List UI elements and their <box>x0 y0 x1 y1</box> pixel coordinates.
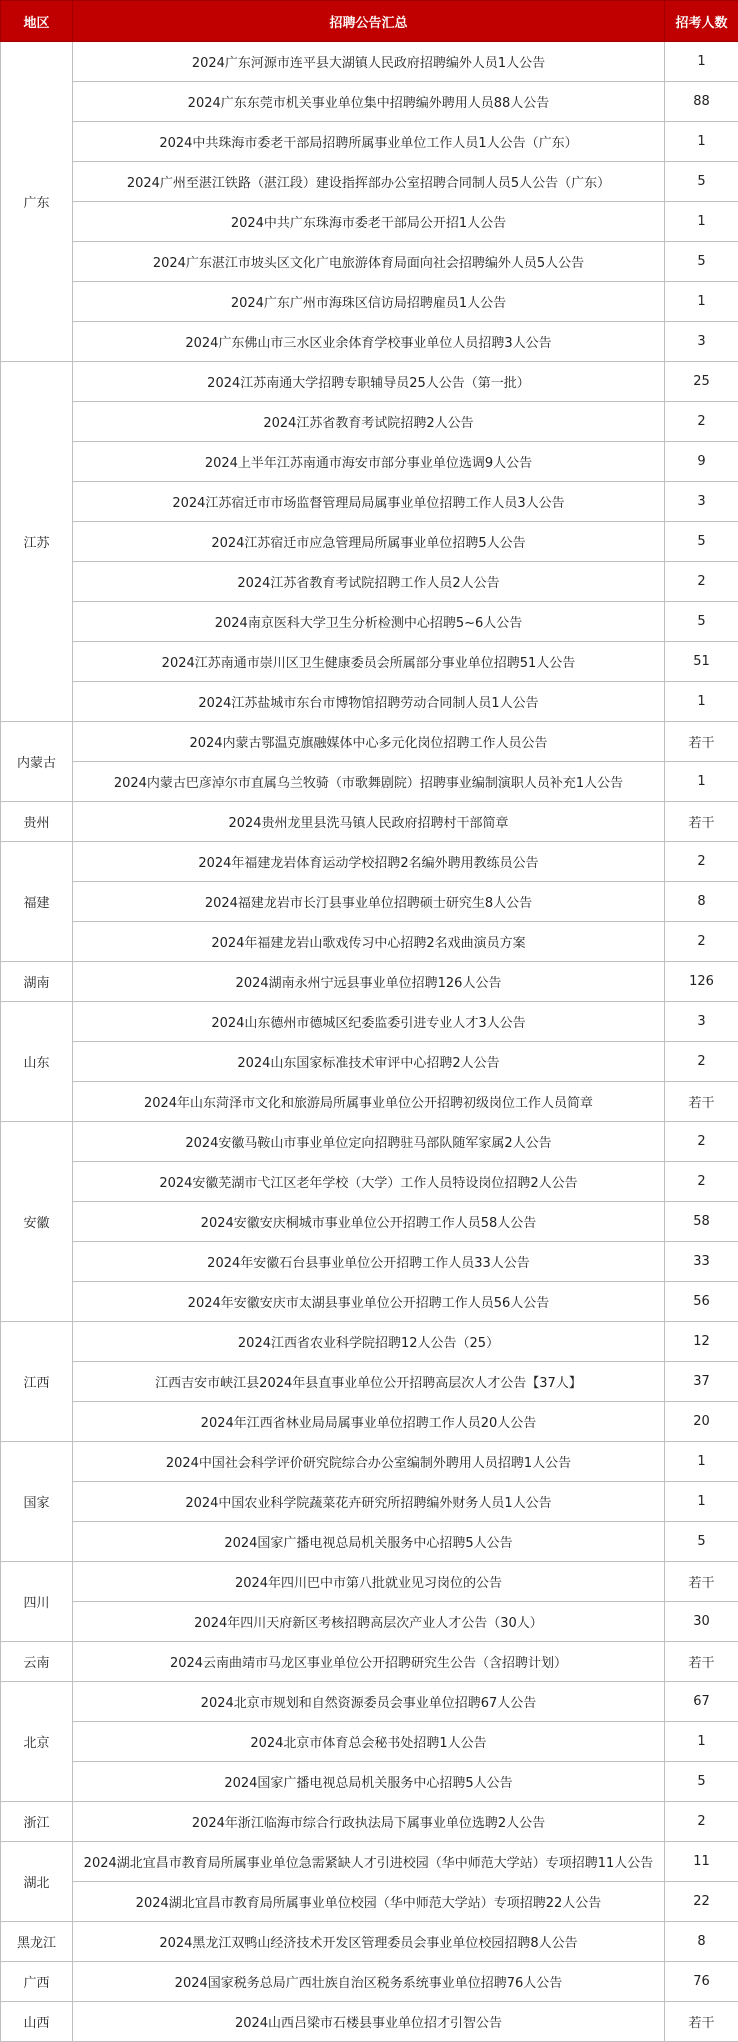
table-row <box>1 522 738 562</box>
table-row <box>1 442 738 482</box>
recruit-count: 2 <box>665 562 738 602</box>
region-cell: 安徽 <box>1 1122 73 1322</box>
table-row <box>1 242 738 282</box>
recruit-count: 33 <box>665 1242 738 1282</box>
table-row <box>1 1882 738 1922</box>
table-row <box>1 1362 738 1402</box>
table-row <box>1 1802 738 1842</box>
announcement-title: 2024中国社会科学评价研究院综合办公室编制外聘用人员招聘1人公告 <box>73 1442 665 1482</box>
announcement-title: 2024年福建龙岩山歌戏传习中心招聘2名戏曲演员方案 <box>73 922 665 962</box>
table-row <box>1 482 738 522</box>
announcement-title: 2024山东国家标准技术审评中心招聘2人公告 <box>73 1042 665 1082</box>
recruit-count: 1 <box>665 202 738 242</box>
announcement-title: 2024山西吕梁市石楼县事业单位招才引智公告 <box>73 2002 665 2042</box>
recruit-count: 1 <box>665 122 738 162</box>
region-cell: 广东 <box>1 42 73 362</box>
region-cell: 黑龙江 <box>1 1922 73 1962</box>
table-row <box>1 1722 738 1762</box>
region-cell: 浙江 <box>1 1802 73 1842</box>
region-cell: 贵州 <box>1 802 73 842</box>
recruit-count: 58 <box>665 1202 738 1242</box>
announcement-title: 2024安徽芜湖市弋江区老年学校（大学）工作人员特设岗位招聘2人公告 <box>73 1162 665 1202</box>
table-row <box>1 1682 738 1722</box>
header-count: 招考人数 <box>665 1 738 42</box>
table-row <box>1 82 738 122</box>
table-row <box>1 402 738 442</box>
recruit-count: 12 <box>665 1322 738 1362</box>
recruit-count: 2 <box>665 402 738 442</box>
table-row <box>1 1442 738 1482</box>
recruit-count: 5 <box>665 162 738 202</box>
recruit-count: 3 <box>665 1002 738 1042</box>
recruit-count: 5 <box>665 602 738 642</box>
table-row <box>1 1922 738 1962</box>
table-row <box>1 122 738 162</box>
announcement-title: 2024江苏省教育考试院招聘2人公告 <box>73 402 665 442</box>
recruit-count: 11 <box>665 1842 738 1882</box>
announcement-title: 2024江西省农业科学院招聘12人公告（25） <box>73 1322 665 1362</box>
announcement-title: 2024北京市规划和自然资源委员会事业单位招聘67人公告 <box>73 1682 665 1722</box>
table-row <box>1 42 738 82</box>
announcement-title: 2024广东湛江市坡头区文化广电旅游体育局面向社会招聘编外人员5人公告 <box>73 242 665 282</box>
table-row <box>1 1962 738 2002</box>
header-row <box>1 1 738 42</box>
announcement-title: 2024年安徽石台县事业单位公开招聘工作人员33人公告 <box>73 1242 665 1282</box>
announcement-title: 2024广东河源市连平县大湖镇人民政府招聘编外人员1人公告 <box>73 42 665 82</box>
table-row <box>1 1322 738 1362</box>
table-row <box>1 682 738 722</box>
recruit-count: 1 <box>665 1722 738 1762</box>
table-row <box>1 1202 738 1242</box>
recruit-count: 1 <box>665 762 738 802</box>
region-cell: 福建 <box>1 842 73 962</box>
announcement-title: 2024上半年江苏南通市海安市部分事业单位选调9人公告 <box>73 442 665 482</box>
table-row <box>1 602 738 642</box>
table-row <box>1 1842 738 1882</box>
announcement-title: 2024黑龙江双鸭山经济技术开发区管理委员会事业单位校园招聘8人公告 <box>73 1922 665 1962</box>
table-row <box>1 1762 738 1802</box>
region-cell: 湖北 <box>1 1842 73 1922</box>
table-row <box>1 1282 738 1322</box>
region-cell: 江西 <box>1 1322 73 1442</box>
recruit-count: 1 <box>665 1442 738 1482</box>
region-cell: 广西 <box>1 1962 73 2002</box>
announcement-title: 2024江苏南通市崇川区卫生健康委员会所属部分事业单位招聘51人公告 <box>73 642 665 682</box>
recruit-count: 25 <box>665 362 738 402</box>
recruit-count: 5 <box>665 522 738 562</box>
table-row <box>1 962 738 1002</box>
header-title: 招聘公告汇总 <box>73 1 665 42</box>
announcement-title: 2024年安徽安庆市太湖县事业单位公开招聘工作人员56人公告 <box>73 1282 665 1322</box>
announcement-title: 2024年四川巴中市第八批就业见习岗位的公告 <box>73 1562 665 1602</box>
table-row <box>1 1562 738 1602</box>
announcement-title: 2024广东佛山市三水区业余体育学校事业单位人员招聘3人公告 <box>73 322 665 362</box>
table-row <box>1 1002 738 1042</box>
recruit-count: 3 <box>665 482 738 522</box>
header-region: 地区 <box>1 1 73 42</box>
announcement-title: 2024年江西省林业局局属事业单位招聘工作人员20人公告 <box>73 1402 665 1442</box>
table-row <box>1 922 738 962</box>
announcement-title: 2024湖南永州宁远县事业单位招聘126人公告 <box>73 962 665 1002</box>
region-cell: 四川 <box>1 1562 73 1642</box>
announcement-title: 2024年福建龙岩体育运动学校招聘2名编外聘用教练员公告 <box>73 842 665 882</box>
recruit-count: 30 <box>665 1602 738 1642</box>
recruit-count: 若干 <box>665 722 738 762</box>
table-row <box>1 1402 738 1442</box>
recruit-count: 2 <box>665 922 738 962</box>
announcement-title: 2024国家税务总局广西壮族自治区税务系统事业单位招聘76人公告 <box>73 1962 665 2002</box>
recruit-count: 76 <box>665 1962 738 2002</box>
announcement-title: 2024中共珠海市委老干部局招聘所属事业单位工作人员1人公告（广东） <box>73 122 665 162</box>
announcement-title: 2024安徽马鞍山市事业单位定向招聘驻马部队随军家属2人公告 <box>73 1122 665 1162</box>
recruit-count: 56 <box>665 1282 738 1322</box>
recruit-count: 8 <box>665 1922 738 1962</box>
recruit-count: 126 <box>665 962 738 1002</box>
announcement-title: 2024山东德州市德城区纪委监委引进专业人才3人公告 <box>73 1002 665 1042</box>
recruit-count: 22 <box>665 1882 738 1922</box>
announcement-title: 2024福建龙岩市长汀县事业单位招聘硕士研究生8人公告 <box>73 882 665 922</box>
table-row <box>1 842 738 882</box>
recruit-count: 37 <box>665 1362 738 1402</box>
table-row <box>1 1042 738 1082</box>
recruit-count: 1 <box>665 682 738 722</box>
recruit-count: 2 <box>665 842 738 882</box>
table-row <box>1 1162 738 1202</box>
recruit-count: 若干 <box>665 2002 738 2042</box>
region-cell: 内蒙古 <box>1 722 73 802</box>
region-cell: 国家 <box>1 1442 73 1562</box>
recruit-count: 2 <box>665 1122 738 1162</box>
recruit-count: 1 <box>665 42 738 82</box>
announcement-title: 2024广州至湛江铁路（湛江段）建设指挥部办公室招聘合同制人员5人公告（广东） <box>73 162 665 202</box>
table-row <box>1 562 738 602</box>
announcement-title: 2024北京市体育总会秘书处招聘1人公告 <box>73 1722 665 1762</box>
table-row <box>1 1642 738 1682</box>
announcement-title: 2024国家广播电视总局机关服务中心招聘5人公告 <box>73 1762 665 1802</box>
recruit-count: 2 <box>665 1802 738 1842</box>
announcement-title: 2024国家广播电视总局机关服务中心招聘5人公告 <box>73 1522 665 1562</box>
table-row <box>1 722 738 762</box>
table-row <box>1 1242 738 1282</box>
recruit-count: 2 <box>665 1042 738 1082</box>
table-row <box>1 162 738 202</box>
announcement-title: 2024广东东莞市机关事业单位集中招聘编外聘用人员88人公告 <box>73 82 665 122</box>
region-cell: 北京 <box>1 1682 73 1802</box>
announcement-title: 2024云南曲靖市马龙区事业单位公开招聘研究生公告（含招聘计划） <box>73 1642 665 1682</box>
recruit-count: 若干 <box>665 802 738 842</box>
region-cell: 山西 <box>1 2002 73 2042</box>
table-row <box>1 362 738 402</box>
table-row <box>1 1082 738 1122</box>
table-row <box>1 282 738 322</box>
announcement-title: 2024江苏宿迁市市场监督管理局局属事业单位招聘工作人员3人公告 <box>73 482 665 522</box>
announcement-title: 2024年四川天府新区考核招聘高层次产业人才公告（30人） <box>73 1602 665 1642</box>
recruit-count: 5 <box>665 242 738 282</box>
announcement-title: 2024年山东菏泽市文化和旅游局所属事业单位公开招聘初级岗位工作人员简章 <box>73 1082 665 1122</box>
announcement-title: 2024年浙江临海市综合行政执法局下属事业单位选聘2人公告 <box>73 1802 665 1842</box>
region-cell: 云南 <box>1 1642 73 1682</box>
recruit-count: 若干 <box>665 1082 738 1122</box>
announcement-title: 2024中国农业科学院蔬菜花卉研究所招聘编外财务人员1人公告 <box>73 1482 665 1522</box>
table-row <box>1 1602 738 1642</box>
table-row <box>1 642 738 682</box>
announcement-title: 2024安徽安庆桐城市事业单位公开招聘工作人员58人公告 <box>73 1202 665 1242</box>
recruit-count: 8 <box>665 882 738 922</box>
announcement-title: 2024贵州龙里县洗马镇人民政府招聘村干部简章 <box>73 802 665 842</box>
table-row <box>1 2002 738 2042</box>
announcement-title: 2024内蒙古鄂温克旗融媒体中心多元化岗位招聘工作人员公告 <box>73 722 665 762</box>
table-row <box>1 1482 738 1522</box>
region-cell: 江苏 <box>1 362 73 722</box>
announcement-title: 江西吉安市峡江县2024年县直事业单位公开招聘高层次人才公告【37人】 <box>73 1362 665 1402</box>
announcement-title: 2024南京医科大学卫生分析检测中心招聘5~6人公告 <box>73 602 665 642</box>
recruit-count: 67 <box>665 1682 738 1722</box>
recruit-count: 若干 <box>665 1642 738 1682</box>
announcement-title: 2024江苏盐城市东台市博物馆招聘劳动合同制人员1人公告 <box>73 682 665 722</box>
recruit-count: 5 <box>665 1762 738 1802</box>
recruit-count: 5 <box>665 1522 738 1562</box>
table-row <box>1 202 738 242</box>
recruit-count: 51 <box>665 642 738 682</box>
announcement-title: 2024湖北宜昌市教育局所属事业单位校园（华中师范大学站）专项招聘22人公告 <box>73 1882 665 1922</box>
recruit-count: 20 <box>665 1402 738 1442</box>
recruit-count: 1 <box>665 282 738 322</box>
table-row <box>1 1122 738 1162</box>
table-row <box>1 1522 738 1562</box>
announcement-title: 2024内蒙古巴彦淖尔市直属乌兰牧骑（市歌舞剧院）招聘事业编制演职人员补充1人公告 <box>73 762 665 802</box>
recruit-count: 9 <box>665 442 738 482</box>
table-body <box>1 42 738 2042</box>
table-row <box>1 322 738 362</box>
table-row <box>1 762 738 802</box>
recruit-count: 3 <box>665 322 738 362</box>
recruit-count: 若干 <box>665 1562 738 1602</box>
table-row <box>1 882 738 922</box>
region-cell: 山东 <box>1 1002 73 1122</box>
table-row <box>1 802 738 842</box>
announcement-title: 2024湖北宜昌市教育局所属事业单位急需紧缺人才引进校园（华中师范大学站）专项招聘11人公告 <box>73 1842 665 1882</box>
announcement-title: 2024江苏南通大学招聘专职辅导员25人公告（第一批） <box>73 362 665 402</box>
announcement-title: 2024广东广州市海珠区信访局招聘雇员1人公告 <box>73 282 665 322</box>
announcement-title: 2024中共广东珠海市委老干部局公开招1人公告 <box>73 202 665 242</box>
region-cell: 湖南 <box>1 962 73 1002</box>
recruit-count: 2 <box>665 1162 738 1202</box>
recruit-count: 1 <box>665 1482 738 1522</box>
recruit-count: 88 <box>665 82 738 122</box>
announcement-title: 2024江苏省教育考试院招聘工作人员2人公告 <box>73 562 665 602</box>
announcement-title: 2024江苏宿迁市应急管理局所属事业单位招聘5人公告 <box>73 522 665 562</box>
